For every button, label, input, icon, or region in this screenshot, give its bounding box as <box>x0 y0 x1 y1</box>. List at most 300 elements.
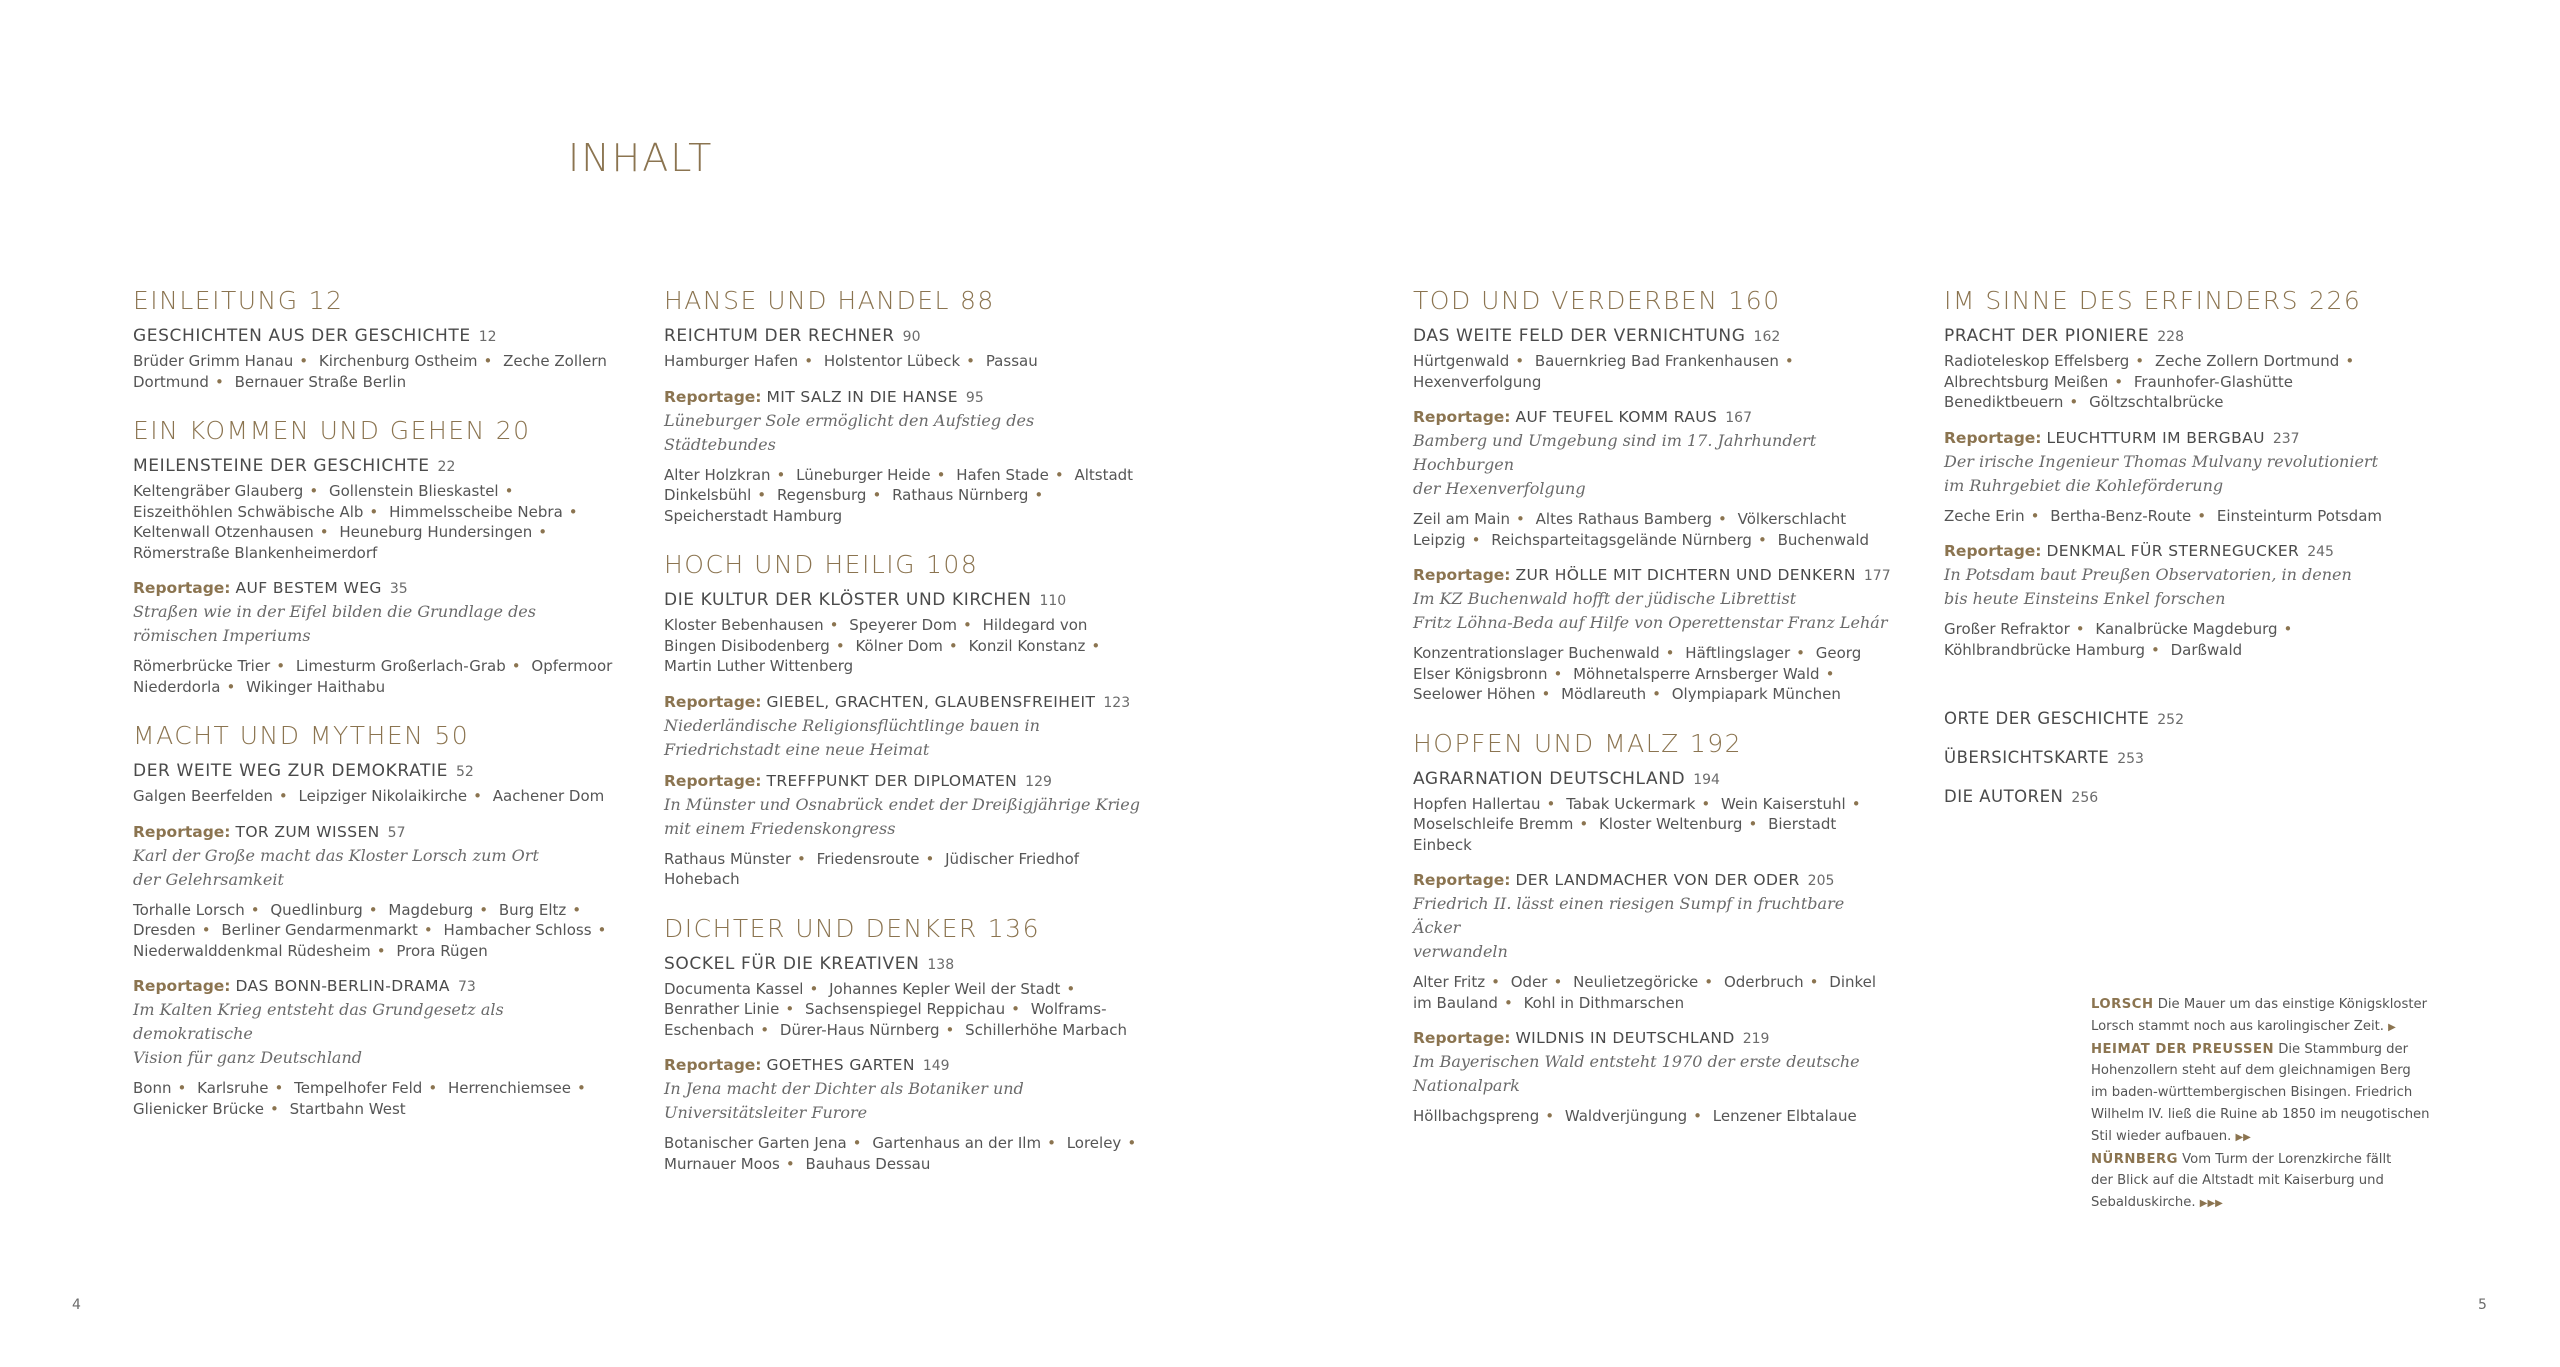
teaser-line: Lüneburger Sole ermöglicht den Aufstieg des Städtebundes <box>664 410 1035 454</box>
caption-text: Die Mauer um das einstige Königskloster <box>2153 997 2428 1012</box>
reportage-entry <box>133 577 613 648</box>
bullet-separator: • <box>2030 506 2040 525</box>
caption-line <box>2091 1104 2441 1126</box>
bullet-separator: • <box>319 523 329 541</box>
bullet-separator: • <box>250 900 260 919</box>
section-title: DIE KULTUR DER KLÖSTER UND KIRCHEN <box>664 590 1032 610</box>
reportage-teaser <box>1413 429 1893 501</box>
place-name: Himmelsscheibe Nebra <box>389 502 563 521</box>
places-list <box>1413 972 1893 1013</box>
place-name: Hamburger Hafen <box>664 352 799 370</box>
caption-text: Lorsch stammt noch aus karolingischer Zeit. <box>2091 1018 2389 1034</box>
caption-location-label: NÜRNBERG <box>2091 1151 2178 1167</box>
section-heading <box>664 324 1144 349</box>
bullet-separator: • <box>785 1154 795 1173</box>
place-name: Dresden <box>133 921 196 939</box>
reportage-title: LEUCHTTURM IM BERGBAU <box>2046 428 2265 447</box>
places-list <box>1413 794 1893 856</box>
bullet-separator: • <box>2345 352 2355 370</box>
bullet-separator: • <box>829 616 839 634</box>
place-name: Altstadt Dinkelsbühl <box>664 465 1134 504</box>
section-page-number: 138 <box>927 956 955 973</box>
place-name: Torhalle Lorsch <box>133 900 245 919</box>
place-name: Zeche Zollern Dortmund <box>133 352 607 391</box>
caption-text: der Blick auf die Altstadt mit Kaiserburg und <box>2091 1173 2384 1189</box>
teaser-line: Fritz Löhna-Beda auf Hilfe von Operettenstar Franz Lehár <box>1413 613 1888 632</box>
reportage-title: TREFFPUNKT DER DIPLOMATEN <box>766 771 1018 790</box>
place-name: Moselschleife Bremm <box>1413 815 1574 833</box>
reportage-title: DER LANDMACHER VON DER ODER <box>1515 871 1800 889</box>
reportage-heading <box>133 577 613 600</box>
place-name: Martin Luther Wittenberg <box>664 657 854 675</box>
section-page-number: 12 <box>478 329 497 345</box>
reportage-teaser <box>664 793 1144 841</box>
reportage-title: DENKMAL FÜR STERNEGUCKER <box>2046 542 2300 560</box>
reportage-entry <box>1944 540 2384 611</box>
bullet-separator: • <box>1757 530 1767 549</box>
bullet-separator: • <box>1748 815 1758 833</box>
reportage-entry <box>664 1054 1144 1125</box>
bullet-separator: • <box>1718 510 1727 528</box>
place-name: Tabak Uckermark <box>1566 794 1696 813</box>
reportage-teaser <box>1944 563 2384 611</box>
place-name: Seelower Höhen <box>1413 685 1536 703</box>
bullet-separator: • <box>369 502 379 521</box>
reportage-label: Reportage: <box>1413 871 1511 889</box>
reportage-label: Reportage: <box>1413 408 1511 426</box>
bullet-separator: • <box>797 849 806 868</box>
bullet-separator: • <box>1471 530 1481 549</box>
bullet-separator: • <box>2114 372 2124 391</box>
places-list <box>1944 619 2384 660</box>
place-name: Speyerer Dom <box>849 616 957 634</box>
reportage-title: MIT SALZ IN DIE HANSE <box>766 387 958 406</box>
place-name: Darßwald <box>2170 640 2243 659</box>
caption-line <box>2091 1149 2441 1171</box>
section-page-number: 22 <box>437 459 456 475</box>
section-heading <box>133 324 613 349</box>
bullet-separator: • <box>925 849 935 868</box>
reportage-entry <box>1413 869 1893 964</box>
place-name: Oderbruch <box>1723 973 1804 991</box>
bullet-separator: • <box>1825 664 1835 683</box>
reportage-title: DAS BONN-BERLIN-DRAMA <box>235 977 450 995</box>
caption-text: Die Stammburg der <box>2274 1041 2409 1057</box>
page-number-left: 4 <box>72 1297 81 1313</box>
reportage-title: ZUR HÖLLE MIT DICHTERN UND DENKERN <box>1515 566 1856 584</box>
place-name: Neulietzegöricke <box>1573 973 1699 991</box>
bullet-separator: • <box>276 657 286 675</box>
chapter-block <box>133 284 613 392</box>
places-list <box>664 465 1144 527</box>
chapter-heading <box>1413 284 1893 318</box>
place-name: Startbahn West <box>289 1099 406 1118</box>
bullet-separator: • <box>776 465 786 484</box>
section-title: SOCKEL FÜR DIE KREATIVEN <box>664 953 920 974</box>
appendix-item <box>1944 778 2384 817</box>
place-name: Sachsenspiegel Reppichau <box>805 1000 1006 1018</box>
reportage-heading <box>664 691 1144 714</box>
bullet-separator: • <box>270 1099 279 1118</box>
bullet-separator: • <box>483 352 493 370</box>
bullet-separator: • <box>2150 640 2160 659</box>
reportage-label: Reportage: <box>664 771 762 790</box>
reportage-teaser <box>664 714 1144 762</box>
chapter-page-number: 136 <box>987 913 1040 943</box>
bullet-separator: • <box>504 482 514 500</box>
bullet-separator: • <box>1047 1134 1056 1152</box>
place-name: Bauhaus Dessau <box>805 1154 931 1173</box>
bullet-separator: • <box>785 1000 795 1018</box>
reportage-entry <box>1413 564 1893 635</box>
chapter-block <box>1944 284 2384 660</box>
chapter-block <box>1413 727 1893 1127</box>
caption-line <box>2091 1082 2441 1104</box>
bullet-separator: • <box>936 465 946 484</box>
reportage-teaser <box>664 1077 1144 1125</box>
place-name: Völkerschlacht Leipzig <box>1413 510 1847 549</box>
place-name: Limesturm Großerlach-Grab <box>295 657 506 675</box>
place-name: Opfermoor Niederdorla <box>133 657 613 696</box>
bullet-separator: • <box>760 1020 770 1039</box>
place-name: Aachener Dom <box>492 787 605 805</box>
place-name: Zeche Erin <box>1944 506 2025 525</box>
chapter-title: HOCH UND HEILIG <box>664 550 917 579</box>
place-name: Glienicker Brücke <box>133 1099 265 1118</box>
chapter-heading <box>133 284 613 318</box>
places-list <box>1944 506 2384 527</box>
place-name: Konzil Konstanz <box>968 636 1086 655</box>
teaser-line: Der irische Ingenieur Thomas Mulvany revolutioniert <box>1944 451 2378 471</box>
place-name: Römerbrücke Trier <box>133 657 271 675</box>
teaser-line: Im Bayerischen Wald entsteht 1970 der erste deutsche <box>1413 1052 1860 1071</box>
reportage-page-number: 129 <box>1025 773 1052 790</box>
place-name: Speicherstadt Hamburg <box>664 506 843 525</box>
chapter-page-number: 50 <box>434 721 470 750</box>
bullet-separator: • <box>804 352 814 370</box>
place-name: Bierstadt Einbeck <box>1413 815 1837 854</box>
reportage-label: Reportage: <box>1944 542 2042 560</box>
place-name: Lenzener Elbtalaue <box>1712 1107 1857 1125</box>
chapter-title: HOPFEN UND MALZ <box>1413 728 1680 758</box>
reportage-label: Reportage: <box>1944 428 2042 447</box>
reportage-label: Reportage: <box>664 1056 762 1074</box>
chapter-title: EINLEITUNG <box>133 286 299 315</box>
place-name: Loreley <box>1066 1134 1122 1152</box>
place-name: Dürer-Haus Nürnberg <box>779 1020 940 1039</box>
teaser-line: Friedrichstadt eine neue Heimat <box>664 739 930 759</box>
bullet-separator: • <box>1704 973 1714 991</box>
place-name: Köhlbrandbrücke Hamburg <box>1944 640 2145 659</box>
reportage-heading <box>1944 540 2384 563</box>
chapter-block <box>133 719 613 1119</box>
chapter-page-number: 160 <box>1728 286 1781 315</box>
bullet-separator: • <box>852 1134 862 1152</box>
reportage-title: AUF BESTEM WEG <box>235 579 382 597</box>
section-heading <box>664 952 1144 977</box>
place-name: Rathaus Nürnberg <box>892 486 1029 504</box>
place-name: Albrechtsburg Meißen <box>1944 372 2109 391</box>
reportage-teaser <box>1413 892 1893 964</box>
place-name: Wolframs-Eschenbach <box>664 1000 1107 1039</box>
bullet-separator: • <box>597 921 607 939</box>
toc-column-3 <box>1413 284 1893 1149</box>
section-heading <box>1413 324 1893 349</box>
place-name: Kirchenburg Ostheim <box>318 352 478 370</box>
appendix-page-number: 256 <box>2071 790 2099 806</box>
bullet-separator: • <box>2283 620 2293 638</box>
place-name: Holstentor Lübeck <box>823 352 961 370</box>
place-name: Radioteleskop Effelsberg <box>1944 352 2130 370</box>
caption-location-label: LORSCH <box>2091 997 2154 1012</box>
place-name: Documenta Kassel <box>664 979 804 998</box>
reportage-page-number: 57 <box>387 824 406 841</box>
appendix-list <box>1944 700 2384 817</box>
place-name: Höllbachgspreng <box>1413 1107 1540 1125</box>
place-name: Kloster Bebenhausen <box>664 616 824 634</box>
place-name: Lüneburger Heide <box>796 465 931 484</box>
bullet-separator: • <box>948 636 958 655</box>
teaser-line: Im KZ Buchenwald hofft der jüdische Librettist <box>1413 589 1797 608</box>
toc-column-1 <box>133 284 613 1141</box>
section-title: MEILENSTEINE DER GESCHICHTE <box>133 456 430 476</box>
bullet-separator: • <box>1553 664 1563 683</box>
place-name: Brüder Grimm Hanau <box>133 352 294 370</box>
teaser-line: Friedrich II. lässt einen riesigen Sumpf in fruchtbare Äcker <box>1413 894 1845 937</box>
appendix-item <box>1944 739 2384 778</box>
place-name: Hexenverfolgung <box>1413 372 1542 391</box>
places-list <box>133 786 613 807</box>
bullet-separator: • <box>1127 1134 1137 1152</box>
reportage-page-number: 237 <box>2272 430 2300 447</box>
reportage-page-number: 245 <box>2307 544 2334 560</box>
bullet-separator: • <box>1796 644 1805 662</box>
section-title: PRACHT DER PIONIERE <box>1944 326 2150 346</box>
bullet-separator: • <box>1054 465 1064 484</box>
chapter-heading <box>664 284 1144 318</box>
appendix-title: ORTE DER GESCHICHTE <box>1944 709 2150 728</box>
chapter-page-number: 108 <box>926 550 979 579</box>
caption-arrow-icon: ▶ <box>2388 1021 2396 1033</box>
bullet-separator: • <box>1652 685 1661 703</box>
teaser-line: In Münster und Osnabrück endet der Dreißigjährige Krieg <box>664 794 1140 814</box>
place-name: Reichsparteitagsgelände Nürnberg <box>1491 530 1752 549</box>
teaser-line: Bamberg und Umgebung sind im 17. Jahrhundert Hochburgen <box>1413 431 1817 474</box>
section-heading <box>133 454 613 479</box>
teaser-line: mit einem Friedenskongress <box>664 818 896 838</box>
places-list <box>1413 351 1893 392</box>
bullet-separator: • <box>1809 973 1819 991</box>
bullet-separator: • <box>2069 393 2079 411</box>
reportage-teaser <box>1944 450 2384 498</box>
chapter-title: HANSE UND HANDEL <box>664 286 950 315</box>
section-page-number: 90 <box>902 329 921 345</box>
section-page-number: 228 <box>2157 329 2184 345</box>
place-name: Hürtgenwald <box>1413 352 1510 370</box>
caption-line <box>2091 1170 2441 1192</box>
bullet-separator: • <box>1851 794 1861 813</box>
teaser-line: Nationalpark <box>1413 1076 1520 1095</box>
place-name: Quedlinburg <box>270 900 363 919</box>
reportage-entry <box>1413 406 1893 501</box>
places-list <box>664 351 1144 372</box>
section-heading <box>133 759 613 784</box>
caption-arrow-icon: ▶▶▶ <box>2199 1198 2223 1210</box>
reportage-teaser <box>664 409 1144 457</box>
reportage-entry <box>1413 1027 1893 1098</box>
reportage-heading <box>1944 427 2384 450</box>
chapter-title: TOD UND VERDERBEN <box>1413 286 1719 315</box>
bullet-separator: • <box>1546 794 1556 813</box>
teaser-line: der Hexenverfolgung <box>1413 479 1586 498</box>
place-name: Hambacher Schloss <box>443 921 592 939</box>
place-name: Tempelhofer Feld <box>294 1079 423 1097</box>
bullet-separator: • <box>201 921 211 939</box>
place-name: Hafen Stade <box>956 465 1049 484</box>
bullet-separator: • <box>1011 1000 1020 1018</box>
bullet-separator: • <box>2075 620 2085 638</box>
reportage-page-number: 167 <box>1725 410 1752 426</box>
reportage-entry <box>1944 427 2384 498</box>
place-name: Hopfen Hallertau <box>1413 794 1541 813</box>
place-name: Bauernkrieg Bad Frankenhausen <box>1534 352 1779 370</box>
place-name: Göltzschtalbrücke <box>2089 393 2224 411</box>
bullet-separator: • <box>872 486 882 504</box>
place-name: Olympiapark München <box>1671 685 1841 703</box>
reportage-heading <box>1413 406 1893 429</box>
place-name: Zeil am Main <box>1413 510 1510 528</box>
caption-line <box>2091 994 2441 1016</box>
place-name: Heuneburg Hundersingen <box>339 523 533 541</box>
place-name: Burg Eltz <box>498 900 567 919</box>
chapter-page-number: 12 <box>308 286 344 315</box>
bullet-separator: • <box>1503 993 1513 1012</box>
bullet-separator: • <box>572 900 582 919</box>
bullet-separator: • <box>1701 794 1711 813</box>
bullet-separator: • <box>1491 973 1500 991</box>
teaser-line: In Potsdam baut Preußen Observatorien, in denen <box>1944 565 2352 584</box>
place-name: Gartenhaus an der Ilm <box>872 1134 1042 1152</box>
place-name: Botanischer Garten Jena <box>664 1134 847 1152</box>
place-name: Oder <box>1510 973 1548 991</box>
places-list <box>664 615 1144 677</box>
reportage-heading <box>664 770 1144 793</box>
reportage-label: Reportage: <box>133 822 231 841</box>
place-name: Magdeburg <box>388 900 474 919</box>
bullet-separator: • <box>1515 352 1525 370</box>
places-list <box>133 351 613 392</box>
bullet-separator: • <box>2197 506 2207 525</box>
caption-text: Sebalduskirche. <box>2091 1195 2200 1211</box>
bullet-separator: • <box>1545 1107 1555 1125</box>
bullet-separator: • <box>809 979 819 998</box>
place-name: Zeche Zollern Dortmund <box>2154 352 2340 370</box>
bullet-separator: • <box>945 1020 955 1039</box>
place-name: Großer Refraktor <box>1944 620 2070 638</box>
bullet-separator: • <box>1665 644 1675 662</box>
caption-text: Hohenzollern steht auf dem gleichnamigen Berg <box>2091 1063 2411 1079</box>
section-heading <box>1944 324 2384 349</box>
place-name: Galgen Beerfelden <box>133 787 273 805</box>
chapter-block <box>133 414 613 697</box>
bullet-separator: • <box>226 677 236 696</box>
caption-line <box>2091 1192 2441 1215</box>
reportage-teaser <box>133 844 613 892</box>
place-name: Konzentrationslager Buchenwald <box>1413 644 1660 662</box>
teaser-line: Vision für ganz Deutschland <box>133 1048 363 1067</box>
chapter-page-number: 226 <box>2309 286 2362 315</box>
chapter-title: MACHT UND MYTHEN <box>133 721 425 750</box>
chapter-title: DICHTER UND DENKER <box>664 913 978 943</box>
section-title: REICHTUM DER RECHNER <box>664 326 895 346</box>
teaser-line: Universitätsleiter Furore <box>664 1103 868 1122</box>
place-name: Benrather Linie <box>664 1000 780 1018</box>
bullet-separator: • <box>1034 486 1044 504</box>
chapter-block <box>1413 284 1893 705</box>
place-name: Keltengräber Glauberg <box>133 482 304 500</box>
reportage-entry <box>133 975 613 1070</box>
reportage-label: Reportage: <box>1413 566 1511 584</box>
bullet-separator: • <box>177 1079 187 1097</box>
places-list <box>133 656 613 697</box>
teaser-line: im Ruhrgebiet die Kohleförderung <box>1944 475 2224 495</box>
places-list <box>1413 643 1893 705</box>
reportage-teaser <box>133 600 613 648</box>
place-name: Wikinger Haithabu <box>246 677 386 696</box>
bullet-separator: • <box>577 1079 586 1097</box>
bullet-separator: • <box>568 502 578 521</box>
reportage-label: Reportage: <box>664 692 762 711</box>
section-page-number: 162 <box>1753 329 1781 345</box>
place-name: Römerstraße Blankenheimerdorf <box>133 543 378 562</box>
places-list <box>133 481 613 563</box>
reportage-heading <box>664 386 1144 409</box>
reportage-page-number: 35 <box>389 581 408 597</box>
appendix-title: ÜBERSICHTSKARTE <box>1944 748 2110 767</box>
bullet-separator: • <box>368 900 378 919</box>
bullet-separator: • <box>1784 352 1794 370</box>
bullet-separator: • <box>1091 636 1101 655</box>
place-name: Hildegard von Bingen Disibodenberg <box>664 616 1088 655</box>
chapter-heading <box>664 912 1144 946</box>
place-name: Johannes Kepler Weil der Stadt <box>829 979 1061 998</box>
reportage-title: GIEBEL, GRACHTEN, GLAUBENSFREIHEIT <box>766 692 1096 711</box>
chapter-heading <box>133 719 613 753</box>
place-name: Bonn <box>133 1079 172 1097</box>
caption-line <box>2091 1039 2441 1061</box>
teaser-line: Im Kalten Krieg entsteht das Grundgesetz als demokratische <box>133 1000 504 1043</box>
bullet-separator: • <box>1579 815 1589 833</box>
caption-line <box>2091 1016 2441 1039</box>
chapter-page-number: 88 <box>960 286 995 315</box>
bullet-separator: • <box>274 1079 284 1097</box>
bullet-separator: • <box>278 787 288 805</box>
chapter-title: EIN KOMMEN UND GEHEN <box>133 416 486 445</box>
reportage-entry <box>664 386 1144 457</box>
section-page-number: 194 <box>1693 771 1720 788</box>
caption-line <box>2091 1126 2441 1149</box>
caption-location-label: HEIMAT DER PREUSSEN <box>2091 1041 2275 1057</box>
bullet-separator: • <box>214 372 224 391</box>
place-name: Prora Rügen <box>396 941 488 960</box>
teaser-line: römischen Imperiums <box>133 626 311 645</box>
places-list <box>1413 509 1893 550</box>
place-name: Gollenstein Blieskastel <box>328 482 499 500</box>
bullet-separator: • <box>309 482 319 500</box>
bullet-separator: • <box>376 941 386 960</box>
reportage-page-number: 219 <box>1742 1031 1770 1047</box>
bullet-separator: • <box>966 352 976 370</box>
